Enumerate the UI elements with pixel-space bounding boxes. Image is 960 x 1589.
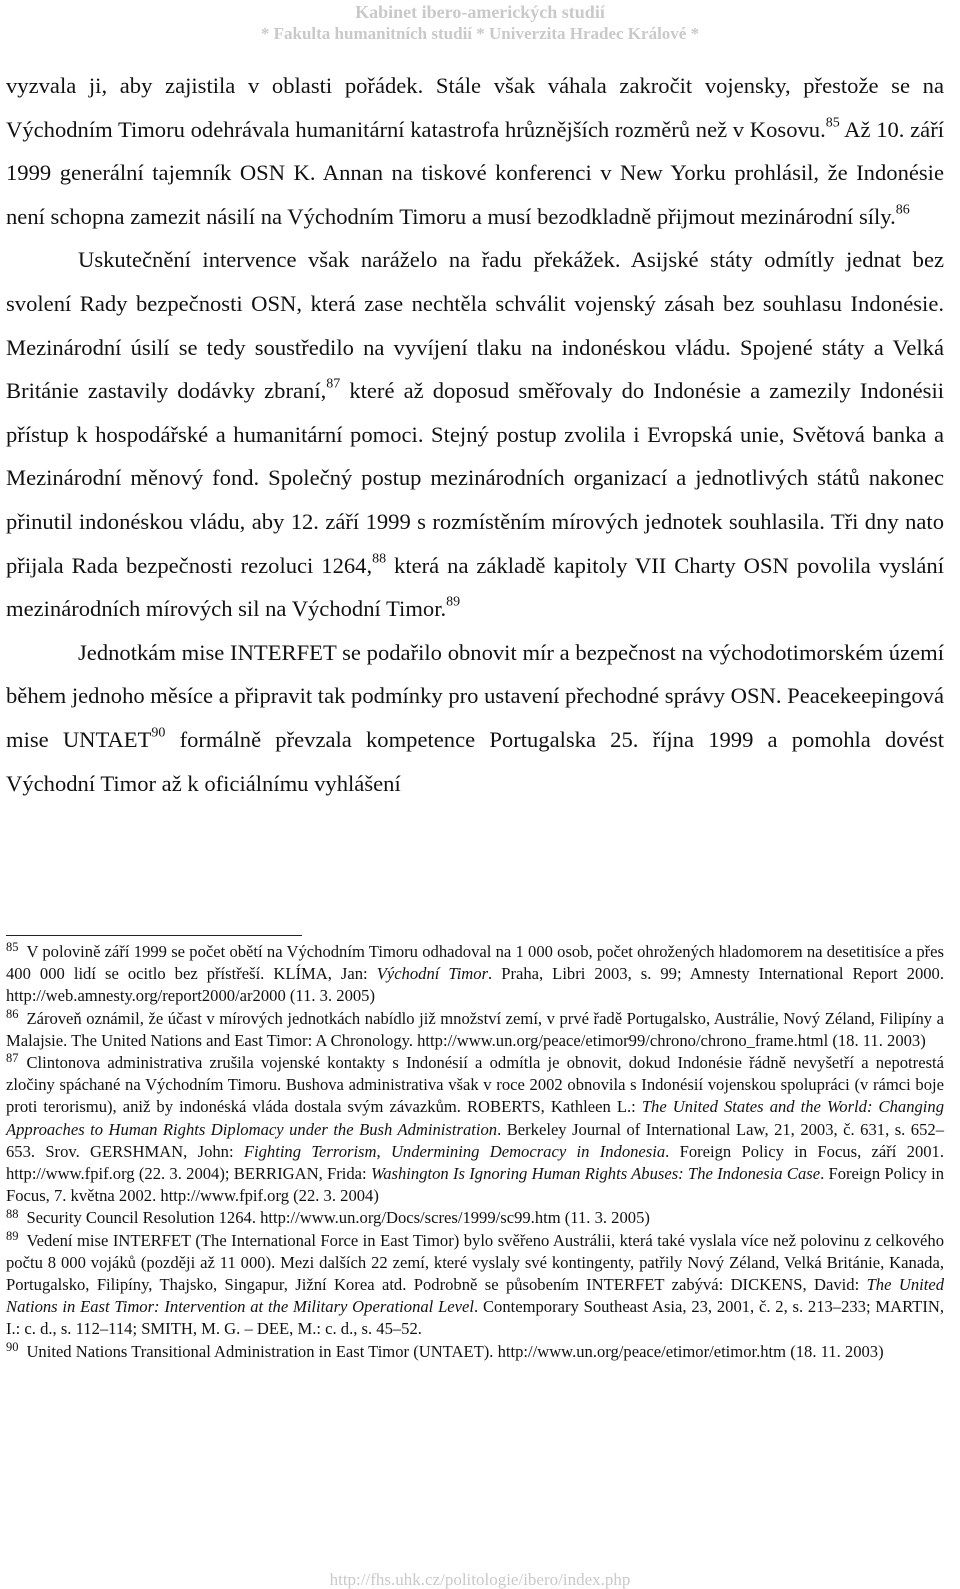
- page-header: [0, 0, 960, 44]
- paragraph-1: [6, 64, 944, 238]
- footnote-text: V polovině září 1999 se počet obětí na Východním Timoru odhadoval na 1 000 osob, počet ohrožených hladomorem na desetitisíce a přes 400 000 lidí se ocitlo bez přístřeší. KLÍMA, Jan:: [6, 942, 944, 984]
- footnote-ref-87[interactable]: 87: [326, 376, 341, 392]
- footnote-text: United Nations Transitional Administration in East Timor (UNTAET). http://www.un.org/peace/etimor/etimor.htm (18. 11. 2003): [26, 1341, 884, 1361]
- footnote-title: Fighting Terrorism, Undermining Democracy in Indonesia: [243, 1141, 666, 1161]
- footnote-number: 86: [6, 1007, 19, 1022]
- footnote-85: [6, 941, 944, 1008]
- footnote-title: The United Nations in East Timor: Intervention at the Military Operational Level: [6, 1275, 944, 1317]
- page-footer-url[interactable]: http://fhs.uhk.cz/politologie/ibero/index.php: [329, 1570, 631, 1589]
- footnote-separator: [6, 935, 302, 936]
- footnote-text: . Berkeley Journal of International Law, 21, 2003, č. 631, s. 652–653. Srov. GERSHMAN, John:: [6, 1119, 944, 1161]
- paragraph-1-text-b: Až 10. září 1999 generální tajemník OSN K. Annan na tiskové konferenci v New Yorku prohlásil, že Indonésie není schopna zamezit násilí na Východním Timoru a musí bezodkladně přijmout mezinárodní síly.: [6, 116, 944, 229]
- paragraph-3: [6, 631, 944, 805]
- footnote-text: Vedení mise INTERFET (The International Force in East Timor) bylo svěřeno Austrálii, která také vyslala více než polovinu z celkového počtu 8 000 vojáků (později až 11 000). Mezi dalších 22 zemí, které vyslaly své kontingenty, patřily Nový Zéland, Velká Británie, Kanada, Portugalsko, Filipíny, Thajsko, Singapur, Jižní Korea atd. Podrobně se působením INTERFET zabývá: DICKENS, David:: [6, 1230, 944, 1295]
- paragraph-2-text-b: které až doposud směřovaly do Indonésie a zamezily Indonésii přístup k hospodářské a humanitární pomoci. Stejný postup zvolila i Evropská unie, Světová banka a Mezinárodní měnový fond. Společný postup mezinárodních organizací a jednotlivých států nakonec přinutil indonéskou vládu, aby 12. září 1999 s rozmístěním mírových jednotek souhlasila. Tři dny nato přijala Rada bezpečnosti rezoluci 1264,: [6, 378, 944, 578]
- paragraph-3-text-b: formálně převzala kompetence Portugalska 25. října 1999 a pomohla dovést Východní Timor až k oficiálnímu vyhlášení: [6, 726, 944, 796]
- footnote-90: [6, 1341, 944, 1363]
- paragraph-2-text-c: která na základě kapitoly VII Charty OSN povolila vyslání mezinárodních mírových sil na Východní Timor.: [6, 552, 945, 622]
- footnote-ref-90[interactable]: 90: [151, 725, 166, 741]
- paragraph-2-text-a: Uskutečnění intervence však naráželo na řadu překážek. Asijské státy odmítly jednat bez svolení Rady bezpečnosti OSN, která zase nechtěla schválit vojenský zásah bez souhlasu Indonésie. Mezinárodní úsilí se tedy soustředilo na vyvíjení tlaku na indonéskou vládu. Spojené státy a Velká Británie zastavily dodávky zbraní,: [6, 247, 944, 404]
- footnote-text: Clintonova administrativa zrušila vojenské kontakty s Indonésií a odmítla je obnovit, dokud Indonésie řádně nevyšetří a nepotrestá zločiny spáchané na Východním Timoru. Bushova administrativa však v roce 2002 obnovila s Indonésií vojenskou spolupráci (v rámci boje proti terorismu), aniž by indonéská vláda dostala svým závazkům. ROBERTS, Kathleen L.:: [6, 1053, 944, 1117]
- paragraph-3-text-a: Jednotkám mise INTERFET se podařilo obnovit mír a bezpečnost na východotimorském území během jednoho měsíce a připravit tak podmínky pro ustavení přechodné správy OSN. Peacekeepingová mise UNTAET: [6, 639, 944, 752]
- main-text: [6, 64, 944, 805]
- footnote-ref-85[interactable]: 85: [825, 115, 840, 131]
- footnote-text: Security Council Resolution 1264. http://www.un.org/Docs/scres/1999/sc99.htm (11. 3. 2005): [26, 1208, 650, 1228]
- footnote-89: [6, 1230, 944, 1341]
- footnote-title: The United States and the World: Changing Approaches to Human Rights Diplomacy under the Bush Administration: [6, 1097, 944, 1139]
- footnote-text: . Contemporary Southeast Asia, 23, 2001, č. 2, s. 213–233; MARTIN, I.: c. d., s. 112–114; SMITH, M. G. – DEE, M.: c. d., s. 45–52.: [6, 1297, 944, 1339]
- footnote-text: . Foreign Policy in Focus, 7. května 2002. http://www.fpif.org (22. 3. 2004): [6, 1164, 945, 1206]
- footnote-text: . Foreign Policy in Focus, září 2001. http://www.fpif.org (22. 3. 2004); BERRIGAN, Frida:: [6, 1141, 945, 1184]
- footnote-title: Washington Is Ignoring Human Rights Abuses: The Indonesia Case: [370, 1164, 821, 1184]
- footnote-number: 85: [6, 940, 19, 955]
- footnote-text: Zároveň oznámil, že účast v mírových jednotkách nabídlo již množství zemí, v prvé řadě Portugalsko, Austrálie, Nový Zéland, Filipíny a Malajsie. The United Nations and East Timor: A Chronology. http://www.un.org/peace/etimor99/chrono/chrono_frame.html (18. 11. 2003): [6, 1008, 944, 1050]
- paragraph-1-text-a: vyzvala ji, aby zajistila v oblasti pořádek. Stále však váhala zakročit vojensky, přestože se na Východním Timoru odehrávala humanitární katastrofa hrůznějších rozměrů než v Kosovu.: [6, 73, 944, 142]
- footnote-text: . Praha, Libri 2003, s. 99; Amnesty International Report 2000. http://web.amnesty.org/report2000/ar2000 (11. 3. 2005): [6, 964, 944, 1006]
- footnotes: [6, 941, 944, 1363]
- header-institution: Kabinet ibero-amerických studií: [355, 2, 605, 22]
- footnote-ref-88[interactable]: 88: [372, 551, 387, 567]
- footnote-ref-89[interactable]: 89: [446, 594, 461, 610]
- footnote-87: [6, 1052, 944, 1207]
- footnote-number: 89: [6, 1229, 19, 1244]
- footnote-86: [6, 1008, 944, 1052]
- footnote-88: [6, 1207, 944, 1229]
- paragraph-2: [6, 238, 944, 630]
- footnote-title: Východní Timor: [376, 964, 489, 984]
- footnote-number: 88: [6, 1206, 19, 1221]
- footnote-number: 87: [6, 1051, 19, 1066]
- header-faculty: * Fakulta humanitních studií * Univerzita Hradec Králové *: [260, 24, 700, 43]
- footnote-number: 90: [6, 1340, 19, 1355]
- footnote-ref-86[interactable]: 86: [895, 202, 910, 218]
